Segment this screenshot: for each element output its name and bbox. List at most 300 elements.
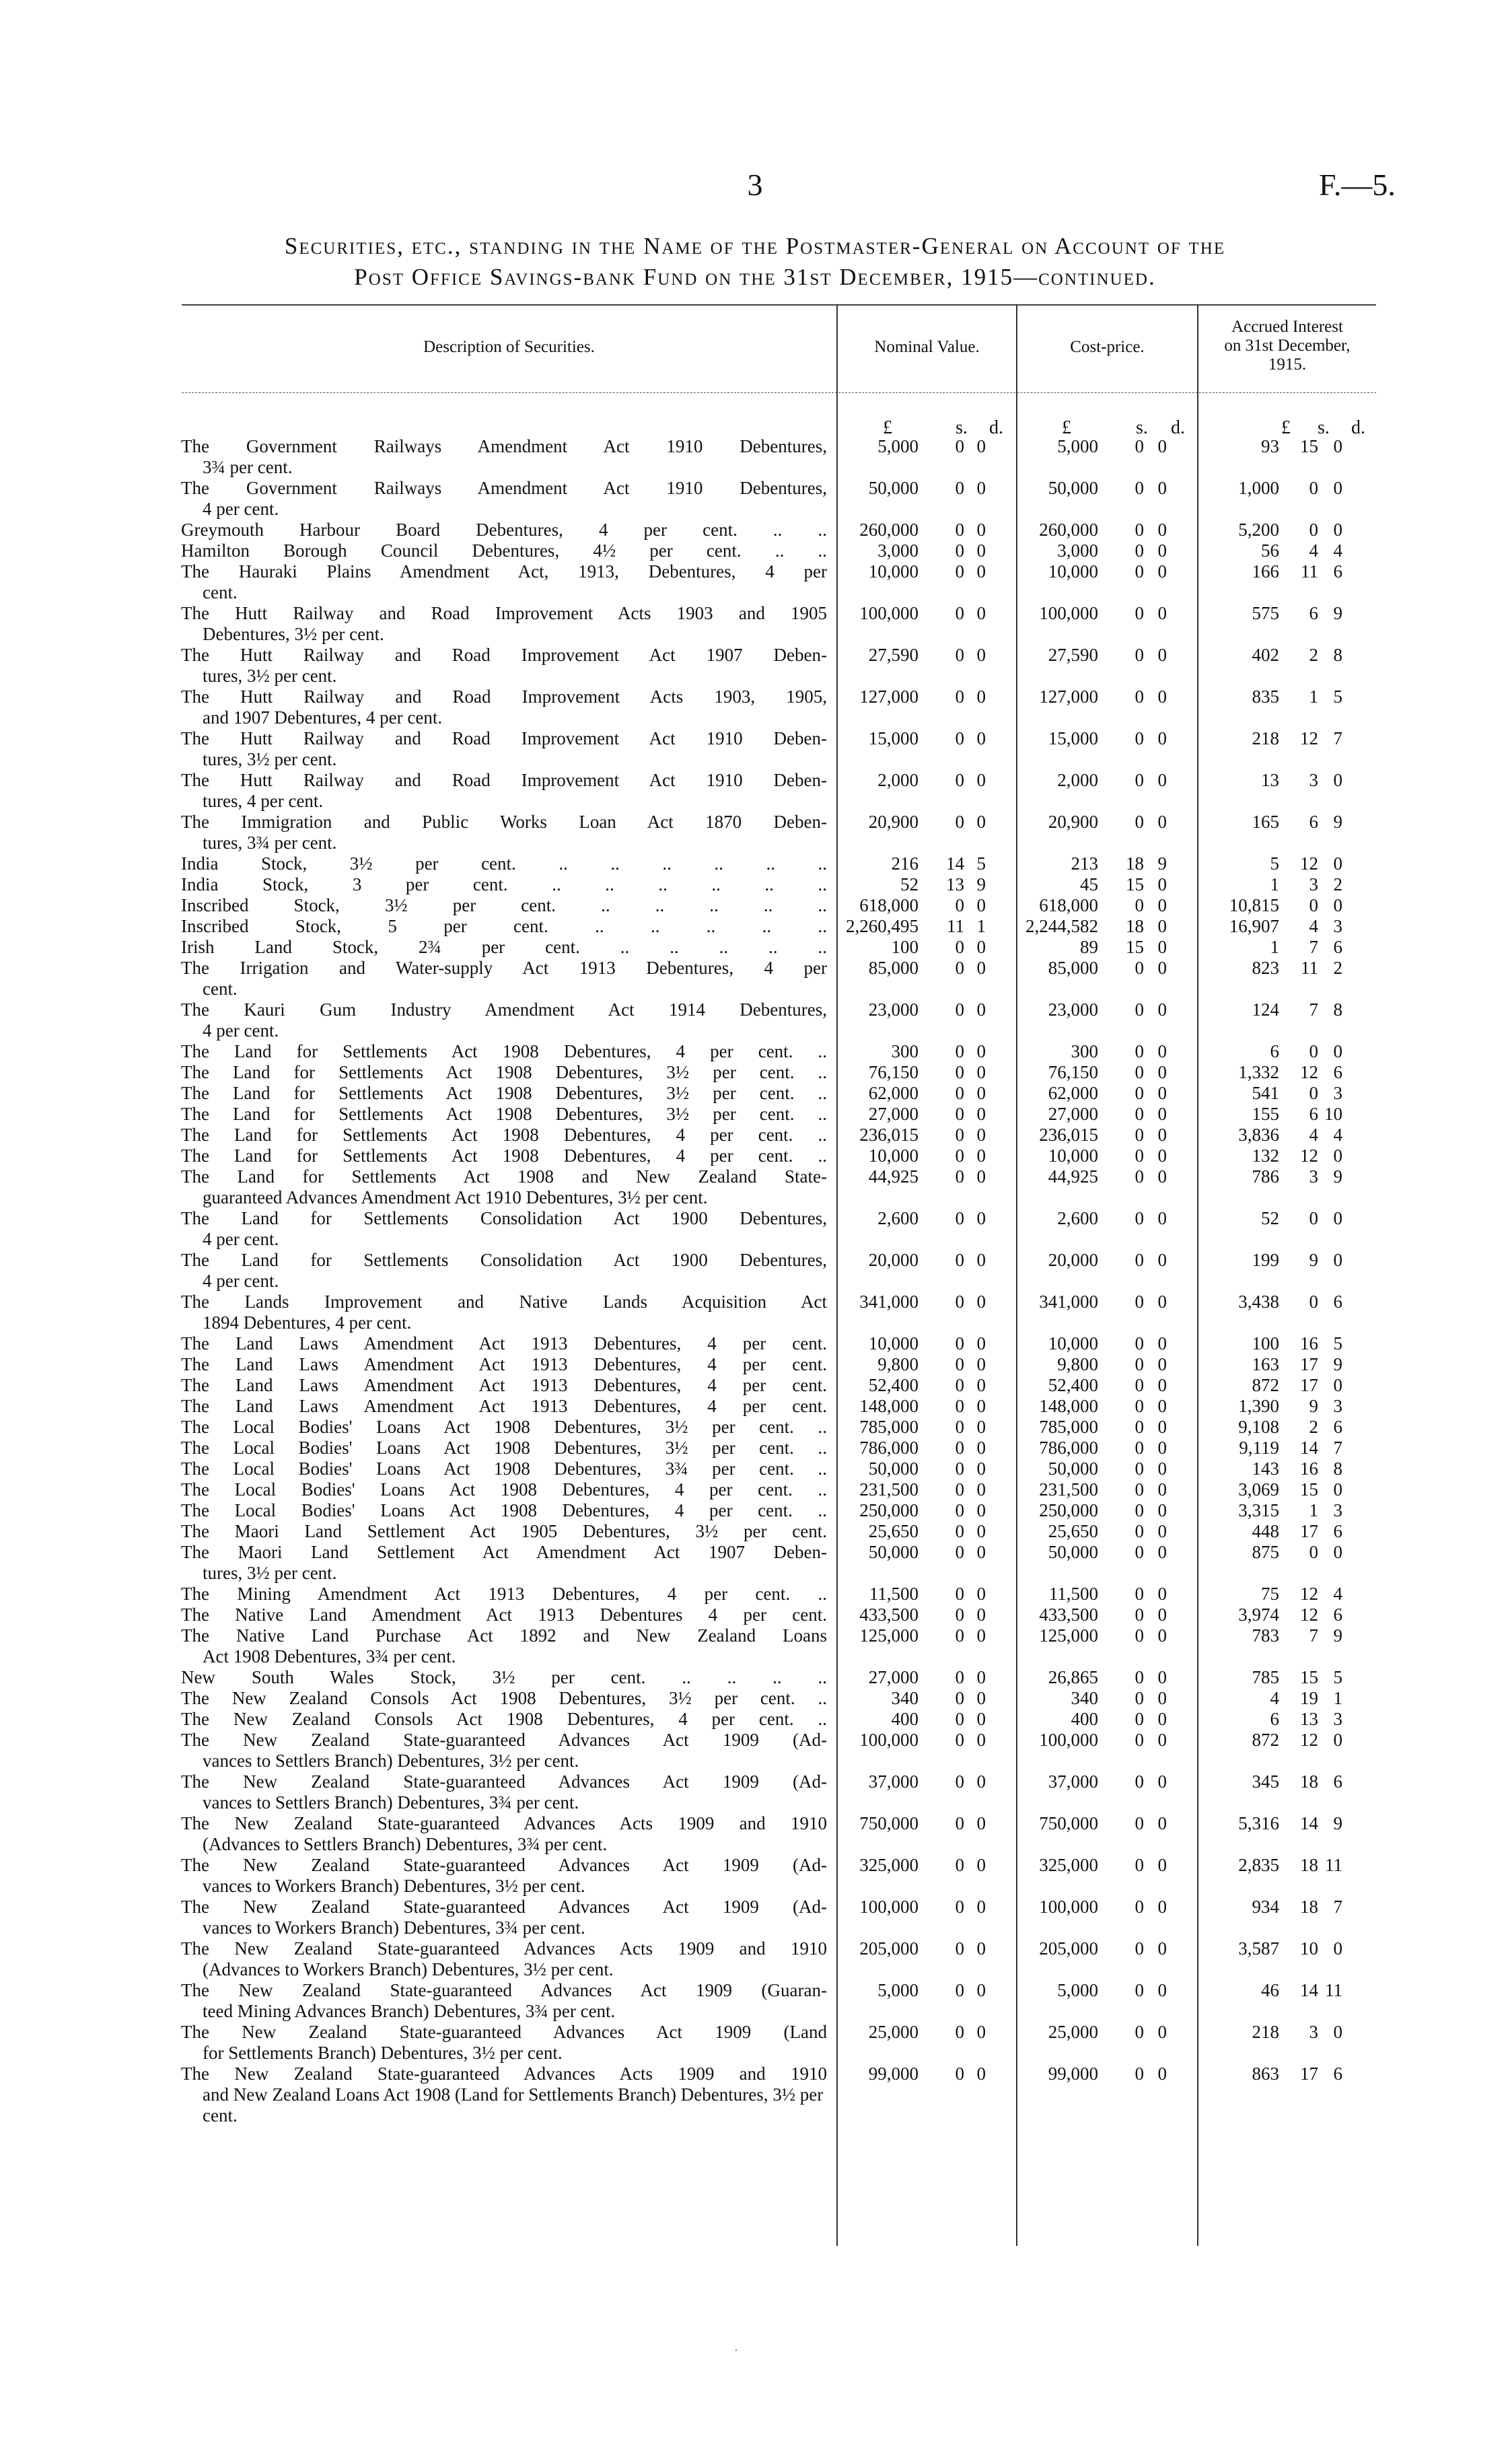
interest-pence: 0 <box>1333 1542 1342 1562</box>
interest-pounds: 75 <box>1261 1584 1279 1604</box>
cost-pence: 0 <box>1157 1730 1167 1750</box>
interest-pence: 3 <box>1333 916 1342 936</box>
cost-pounds: 400 <box>1071 1709 1098 1729</box>
unit-pence-nominal: d. <box>989 417 1003 438</box>
nominal-pounds: 50,000 <box>868 478 919 498</box>
column-gap <box>1342 1354 1376 1375</box>
column-gap <box>1342 1897 1376 1938</box>
nominal-pence: 0 <box>976 1855 986 1875</box>
nominal-pence: 0 <box>976 1104 986 1124</box>
interest-pence: 0 <box>1333 1250 1342 1270</box>
column-gap <box>986 937 1016 958</box>
security-description <box>180 1855 836 1897</box>
interest-pounds: 199 <box>1252 1250 1279 1270</box>
nominal-shillings: 0 <box>955 1605 964 1625</box>
security-description-continuation: vances to Workers Branch) Debentures, 3½ per cent. <box>203 1876 585 1896</box>
cost-pence: 0 <box>1157 1166 1167 1187</box>
table-row <box>180 937 1376 958</box>
column-gap <box>986 1208 1016 1250</box>
nominal-pence: 9 <box>976 874 986 894</box>
cost-pounds: 62,000 <box>1048 1083 1098 1103</box>
interest-pounds: 5 <box>1270 853 1279 874</box>
interest-pence: 6 <box>1333 1771 1342 1792</box>
interest-pounds: 402 <box>1252 645 1279 665</box>
cost-shillings: 0 <box>1135 999 1144 1020</box>
nominal-shillings: 0 <box>955 1458 964 1479</box>
cost-pence: 0 <box>1157 1354 1167 1374</box>
interest-shillings: 18 <box>1300 1771 1318 1792</box>
security-description-continuation: teed Mining Advances Branch) Debentures, 3¾ per cent. <box>203 2001 616 2021</box>
security-description <box>180 937 836 958</box>
column-gap <box>1167 1041 1197 1062</box>
cost-shillings: 0 <box>1135 1396 1144 1416</box>
cost-pounds: 433,500 <box>1039 1605 1098 1625</box>
cost-pence: 0 <box>1157 1104 1167 1124</box>
column-gap <box>1342 1625 1376 1667</box>
cost-shillings: 0 <box>1135 958 1144 978</box>
cost-pounds: 89 <box>1080 937 1098 957</box>
interest-pounds: 345 <box>1252 1771 1279 1792</box>
security-description-line: The New Zealand State-guaranteed Advances Acts 1909 and 1910 <box>181 1938 827 1959</box>
table-row <box>180 1605 1376 1625</box>
column-gap <box>1167 1104 1197 1125</box>
column-gap <box>1342 812 1376 853</box>
nominal-shillings: 0 <box>955 1333 964 1353</box>
interest-pence: 0 <box>1333 853 1342 874</box>
security-description <box>180 1458 836 1479</box>
cost-pounds: 20,000 <box>1048 1250 1098 1270</box>
cost-pence: 0 <box>1157 520 1167 540</box>
interest-pounds: 3,974 <box>1238 1605 1279 1625</box>
cost-pence: 0 <box>1157 1500 1167 1520</box>
security-description <box>180 436 836 478</box>
security-description-line: The Mining Amendment Act 1913 Debentures, 4 per cent. .. <box>181 1584 827 1604</box>
column-gap <box>1342 1125 1376 1146</box>
column-gap <box>986 853 1016 874</box>
column-gap <box>1342 1166 1376 1208</box>
interest-pounds: 1,390 <box>1238 1396 1279 1416</box>
column-gap <box>986 1980 1016 2022</box>
column-gap <box>1342 1813 1376 1855</box>
security-description-line: The Land for Settlements Act 1908 Debentures, 3½ per cent. .. <box>181 1062 827 1082</box>
cost-pence: 0 <box>1157 1709 1167 1729</box>
security-description-line: The Maori Land Settlement Act Amendment Act 1907 Deben- <box>181 1542 827 1562</box>
column-gap <box>986 1458 1016 1479</box>
column-gap <box>986 1375 1016 1396</box>
interest-pounds: 165 <box>1252 812 1279 832</box>
cost-pounds: 785,000 <box>1039 1417 1098 1437</box>
interest-pence: 3 <box>1333 1500 1342 1520</box>
interest-shillings: 14 <box>1300 1980 1318 2000</box>
interest-pence: 5 <box>1333 687 1342 707</box>
nominal-pence: 0 <box>976 999 986 1020</box>
security-description <box>180 1104 836 1125</box>
interest-pence: 8 <box>1333 999 1342 1020</box>
interest-pounds: 124 <box>1252 999 1279 1020</box>
column-gap <box>1167 603 1197 645</box>
column-gap <box>986 728 1016 770</box>
nominal-pounds: 27,000 <box>868 1104 919 1124</box>
column-gap <box>1342 1375 1376 1396</box>
column-gap <box>1167 1500 1197 1521</box>
column-gap <box>1167 1980 1197 2022</box>
column-gap <box>1167 1062 1197 1083</box>
nominal-pounds: 76,150 <box>868 1062 919 1082</box>
cost-shillings: 0 <box>1135 1625 1144 1646</box>
column-gap <box>986 561 1016 603</box>
column-gap <box>1342 2064 1376 2126</box>
security-description-line: The New Zealand State-guaranteed Advances Act 1909 (Guaran- <box>181 1980 827 2000</box>
cost-shillings: 0 <box>1135 1688 1144 1708</box>
interest-shillings: 7 <box>1309 999 1318 1020</box>
cost-pence: 0 <box>1157 958 1167 978</box>
column-gap <box>1167 1625 1197 1667</box>
security-description-line: The Hutt Railway and Road Improvement Act 1910 Deben- <box>181 728 827 748</box>
table-row <box>180 1625 1376 1667</box>
cost-shillings: 0 <box>1135 1458 1144 1479</box>
column-gap <box>986 1354 1016 1375</box>
cost-pence: 0 <box>1157 1146 1167 1166</box>
cost-pounds: 341,000 <box>1039 1292 1098 1312</box>
column-gap <box>1167 1542 1197 1584</box>
interest-shillings: 1 <box>1309 1500 1318 1520</box>
cost-pence: 0 <box>1157 2022 1167 2042</box>
nominal-pounds: 300 <box>891 1041 919 1061</box>
column-gap <box>1342 958 1376 999</box>
table-row <box>180 561 1376 603</box>
security-description-line: The New Zealand State-guaranteed Advances Act 1909 (Ad- <box>181 1730 827 1750</box>
nominal-shillings: 0 <box>955 687 964 707</box>
nominal-pounds: 50,000 <box>868 1458 919 1479</box>
table-row <box>180 687 1376 728</box>
cost-shillings: 0 <box>1135 1250 1144 1270</box>
column-gap <box>1342 1980 1376 2022</box>
table-title-line-1: Securities, etc., standing in the Name of the Postmaster-General on Account of the <box>284 233 1226 259</box>
nominal-pounds: 27,590 <box>868 645 919 665</box>
security-description-line: India Stock, 3½ per cent. .. .. .. .. .. .. <box>181 853 827 874</box>
cost-shillings: 0 <box>1135 1041 1144 1061</box>
cost-shillings: 0 <box>1135 1855 1144 1875</box>
nominal-pounds: 260,000 <box>859 520 919 540</box>
security-description <box>180 728 836 770</box>
interest-pounds: 3,069 <box>1238 1479 1279 1500</box>
interest-pence: 11 <box>1325 1855 1342 1875</box>
nominal-shillings: 0 <box>955 1980 964 2000</box>
interest-pence: 0 <box>1333 770 1342 790</box>
interest-pounds: 155 <box>1252 1104 1279 1124</box>
cost-pounds: 260,000 <box>1039 520 1098 540</box>
table-row <box>180 645 1376 687</box>
security-description <box>180 812 836 853</box>
cost-shillings: 18 <box>1126 853 1144 874</box>
cost-shillings: 0 <box>1135 895 1144 915</box>
column-gap <box>986 1292 1016 1333</box>
security-description-line: The Land for Settlements Act 1908 and New Zealand State- <box>181 1166 827 1187</box>
cost-pence: 0 <box>1157 1542 1167 1562</box>
nominal-pence: 0 <box>976 436 986 456</box>
nominal-pence: 0 <box>976 1041 986 1061</box>
nominal-shillings: 0 <box>955 895 964 915</box>
security-description <box>180 1062 836 1083</box>
cost-pounds: 750,000 <box>1039 1813 1098 1833</box>
column-gap <box>1167 436 1197 478</box>
interest-pounds: 863 <box>1252 2064 1279 2084</box>
cost-pounds: 5,000 <box>1057 1980 1098 2000</box>
column-gap <box>986 1730 1016 1771</box>
interest-pence: 9 <box>1333 1166 1342 1187</box>
security-description-line: The Hauraki Plains Amendment Act, 1913, Debentures, 4 per <box>181 561 827 582</box>
security-description <box>180 1730 836 1771</box>
interest-shillings: 17 <box>1300 1375 1318 1395</box>
cost-pence: 0 <box>1157 812 1167 832</box>
security-description <box>180 1146 836 1166</box>
nominal-shillings: 0 <box>955 1125 964 1145</box>
interest-shillings: 15 <box>1300 436 1318 456</box>
cost-pounds: 2,600 <box>1057 1208 1098 1228</box>
nominal-shillings: 0 <box>955 1667 964 1687</box>
table-row <box>180 2064 1376 2126</box>
interest-shillings: 16 <box>1300 1458 1318 1479</box>
security-description <box>180 1375 836 1396</box>
page-number: 3 <box>747 168 763 202</box>
nominal-pounds: 250,000 <box>859 1500 919 1520</box>
cost-shillings: 0 <box>1135 1980 1144 2000</box>
nominal-shillings: 0 <box>955 520 964 540</box>
interest-shillings: 6 <box>1309 603 1318 623</box>
cost-pounds: 10,000 <box>1048 1333 1098 1353</box>
column-gap <box>1342 770 1376 812</box>
unit-shilling-cost: s. <box>1136 417 1148 438</box>
security-description <box>180 603 836 645</box>
column-gap <box>1342 603 1376 645</box>
nominal-pence: 0 <box>976 1542 986 1562</box>
nominal-pounds: 786,000 <box>859 1438 919 1458</box>
nominal-pence: 0 <box>976 478 986 498</box>
security-description <box>180 1688 836 1709</box>
cost-pounds: 23,000 <box>1048 999 1098 1020</box>
interest-shillings: 0 <box>1309 895 1318 915</box>
column-gap <box>1342 1146 1376 1166</box>
cost-pounds: 205,000 <box>1039 1938 1098 1959</box>
security-description <box>180 1521 836 1542</box>
interest-pounds: 875 <box>1252 1542 1279 1562</box>
nominal-pence: 0 <box>976 1584 986 1604</box>
table-row <box>180 1083 1376 1104</box>
cost-pounds: 26,865 <box>1048 1667 1098 1687</box>
nominal-pounds: 9,800 <box>877 1354 919 1374</box>
cost-pence: 0 <box>1157 1375 1167 1395</box>
interest-pounds: 3,438 <box>1238 1292 1279 1312</box>
column-gap <box>1167 1292 1197 1333</box>
interest-pence: 0 <box>1333 478 1342 498</box>
interest-shillings: 10 <box>1300 1938 1318 1959</box>
cost-pounds: 5,000 <box>1057 436 1098 456</box>
column-gap <box>1342 1333 1376 1354</box>
interest-pence: 2 <box>1333 958 1342 978</box>
table-row <box>180 1146 1376 1166</box>
table-row <box>180 1980 1376 2022</box>
column-gap <box>1167 1709 1197 1730</box>
column-gap <box>1167 1333 1197 1354</box>
interest-pounds: 1 <box>1270 874 1279 894</box>
interest-pence: 9 <box>1333 812 1342 832</box>
interest-pounds: 9,108 <box>1238 1417 1279 1437</box>
cost-pence: 0 <box>1157 1438 1167 1458</box>
security-description <box>180 561 836 603</box>
cost-pence: 0 <box>1157 1250 1167 1270</box>
interest-pounds: 13 <box>1261 770 1279 790</box>
column-gap <box>986 770 1016 812</box>
nominal-shillings: 0 <box>955 1542 964 1562</box>
cost-shillings: 15 <box>1126 874 1144 894</box>
column-gap <box>986 1542 1016 1584</box>
security-description-continuation: guaranteed Advances Amendment Act 1910 Debentures, 3½ per cent. <box>203 1187 708 1207</box>
table-title-line-2: Post Office Savings-bank Fund on the 31st December, 1915—continued. <box>354 264 1156 290</box>
column-gap <box>1167 1375 1197 1396</box>
interest-pence: 0 <box>1333 1375 1342 1395</box>
cost-pounds: 236,015 <box>1039 1125 1098 1145</box>
table-row <box>180 1041 1376 1062</box>
table-row <box>180 1709 1376 1730</box>
security-description <box>180 540 836 561</box>
interest-shillings: 3 <box>1309 1166 1318 1187</box>
interest-shillings: 16 <box>1300 1333 1318 1353</box>
table-row <box>180 1438 1376 1458</box>
interest-pounds: 52 <box>1261 1208 1279 1228</box>
interest-pounds: 786 <box>1252 1166 1279 1187</box>
security-description <box>180 1125 836 1146</box>
security-description-continuation: vances to Settlers Branch) Debentures, 3¾ per cent. <box>203 1792 579 1812</box>
unit-shilling-nominal: s. <box>956 417 968 438</box>
interest-pence: 0 <box>1333 895 1342 915</box>
nominal-shillings: 0 <box>955 1396 964 1416</box>
cost-shillings: 0 <box>1135 1542 1144 1562</box>
nominal-shillings: 0 <box>955 1688 964 1708</box>
interest-pence: 9 <box>1333 1625 1342 1646</box>
table-row <box>180 1250 1376 1292</box>
column-gap <box>1167 874 1197 895</box>
column-gap <box>986 1584 1016 1605</box>
security-description-continuation: 1894 Debentures, 4 per cent. <box>203 1312 412 1333</box>
column-gap <box>986 2022 1016 2064</box>
nominal-shillings: 0 <box>955 1250 964 1270</box>
column-gap <box>1342 2022 1376 2064</box>
cost-shillings: 0 <box>1135 436 1144 456</box>
column-gap <box>1167 561 1197 603</box>
nominal-pounds: 236,015 <box>859 1125 919 1145</box>
security-description-line: The Land for Settlements Act 1908 Debentures, 4 per cent. .. <box>181 1125 827 1145</box>
interest-shillings: 12 <box>1300 1730 1318 1750</box>
column-gap <box>1167 540 1197 561</box>
table-row <box>180 1542 1376 1584</box>
interest-pounds: 872 <box>1252 1375 1279 1395</box>
column-header-accrued-interest-line: Accrued Interest <box>1231 318 1343 336</box>
nominal-pence: 0 <box>976 937 986 957</box>
cost-pence: 0 <box>1157 916 1167 936</box>
cost-shillings: 0 <box>1135 1208 1144 1228</box>
column-gap <box>1167 916 1197 937</box>
securities-table <box>180 436 1376 2126</box>
column-gap <box>1167 1458 1197 1479</box>
column-gap <box>1167 895 1197 916</box>
security-description-continuation: and New Zealand Loans Act 1908 (Land for Settlements Branch) Debentures, 3½ per cent. <box>203 2084 824 2125</box>
security-description-line: The New Zealand State-guaranteed Advances Act 1909 (Ad- <box>181 1771 827 1792</box>
interest-pence: 6 <box>1333 1521 1342 1541</box>
cost-shillings: 0 <box>1135 1667 1144 1687</box>
interest-shillings: 4 <box>1309 1125 1318 1145</box>
cost-pounds: 148,000 <box>1039 1396 1098 1416</box>
cost-shillings: 0 <box>1135 1083 1144 1103</box>
interest-pence: 10 <box>1324 1104 1342 1124</box>
column-gap <box>986 603 1016 645</box>
interest-pence: 9 <box>1333 1354 1342 1374</box>
security-description <box>180 1584 836 1605</box>
cost-pence: 0 <box>1157 561 1167 582</box>
nominal-pounds: 340 <box>891 1688 919 1708</box>
table-row <box>180 1104 1376 1125</box>
nominal-pounds: 3,000 <box>877 540 919 561</box>
security-description-line: The Irrigation and Water-supply Act 1913 Debentures, 4 per <box>181 958 827 978</box>
interest-pence: 0 <box>1333 1208 1342 1228</box>
cost-pence: 0 <box>1157 540 1167 561</box>
cost-pounds: 100,000 <box>1039 1897 1098 1917</box>
security-description-line: India Stock, 3 per cent. .. .. .. .. .. .. <box>181 874 827 894</box>
security-description <box>180 478 836 520</box>
column-header-accrued-interest <box>1198 318 1376 374</box>
column-gap <box>1342 1250 1376 1292</box>
nominal-pence: 0 <box>976 1667 986 1687</box>
table-row <box>180 1333 1376 1354</box>
nominal-pounds: 100,000 <box>859 603 919 623</box>
interest-pounds: 143 <box>1252 1458 1279 1479</box>
security-description <box>180 1709 836 1730</box>
security-description-line: Inscribed Stock, 3½ per cent. .. .. .. .. .. <box>181 895 827 915</box>
nominal-pence: 0 <box>976 728 986 748</box>
column-gap <box>986 999 1016 1041</box>
cost-pence: 0 <box>1157 937 1167 957</box>
column-gap <box>1342 1041 1376 1062</box>
column-gap <box>1342 916 1376 937</box>
security-description <box>180 1542 836 1584</box>
nominal-pounds: 50,000 <box>868 1542 919 1562</box>
column-gap <box>1342 1938 1376 1980</box>
nominal-pence: 0 <box>976 603 986 623</box>
column-gap <box>1167 1250 1197 1292</box>
security-description <box>180 1625 836 1667</box>
nominal-pounds: 20,900 <box>868 812 919 832</box>
security-description-continuation: 4 per cent. <box>203 1271 279 1291</box>
interest-pence: 5 <box>1333 1333 1342 1353</box>
interest-pence: 8 <box>1333 1458 1342 1479</box>
column-gap <box>1167 1396 1197 1417</box>
nominal-pounds: 325,000 <box>859 1855 919 1875</box>
column-gap <box>1167 2022 1197 2064</box>
cost-pence: 0 <box>1157 436 1167 456</box>
nominal-shillings: 0 <box>955 1521 964 1541</box>
security-description <box>180 1208 836 1250</box>
security-description-line: The Land for Settlements Act 1908 Debentures, 3½ per cent. .. <box>181 1083 827 1103</box>
security-description-line: The Local Bodies' Loans Act 1908 Debentures, 3½ per cent. .. <box>181 1417 827 1437</box>
security-description-line: Inscribed Stock, 5 per cent. .. .. .. .. .. <box>181 916 827 936</box>
column-gap <box>1167 958 1197 999</box>
table-row <box>180 1521 1376 1542</box>
cost-pence: 0 <box>1157 1688 1167 1708</box>
cost-pence: 0 <box>1157 770 1167 790</box>
nominal-shillings: 0 <box>955 540 964 561</box>
cost-shillings: 0 <box>1135 520 1144 540</box>
cost-pounds: 50,000 <box>1048 478 1098 498</box>
column-gap <box>986 1146 1016 1166</box>
